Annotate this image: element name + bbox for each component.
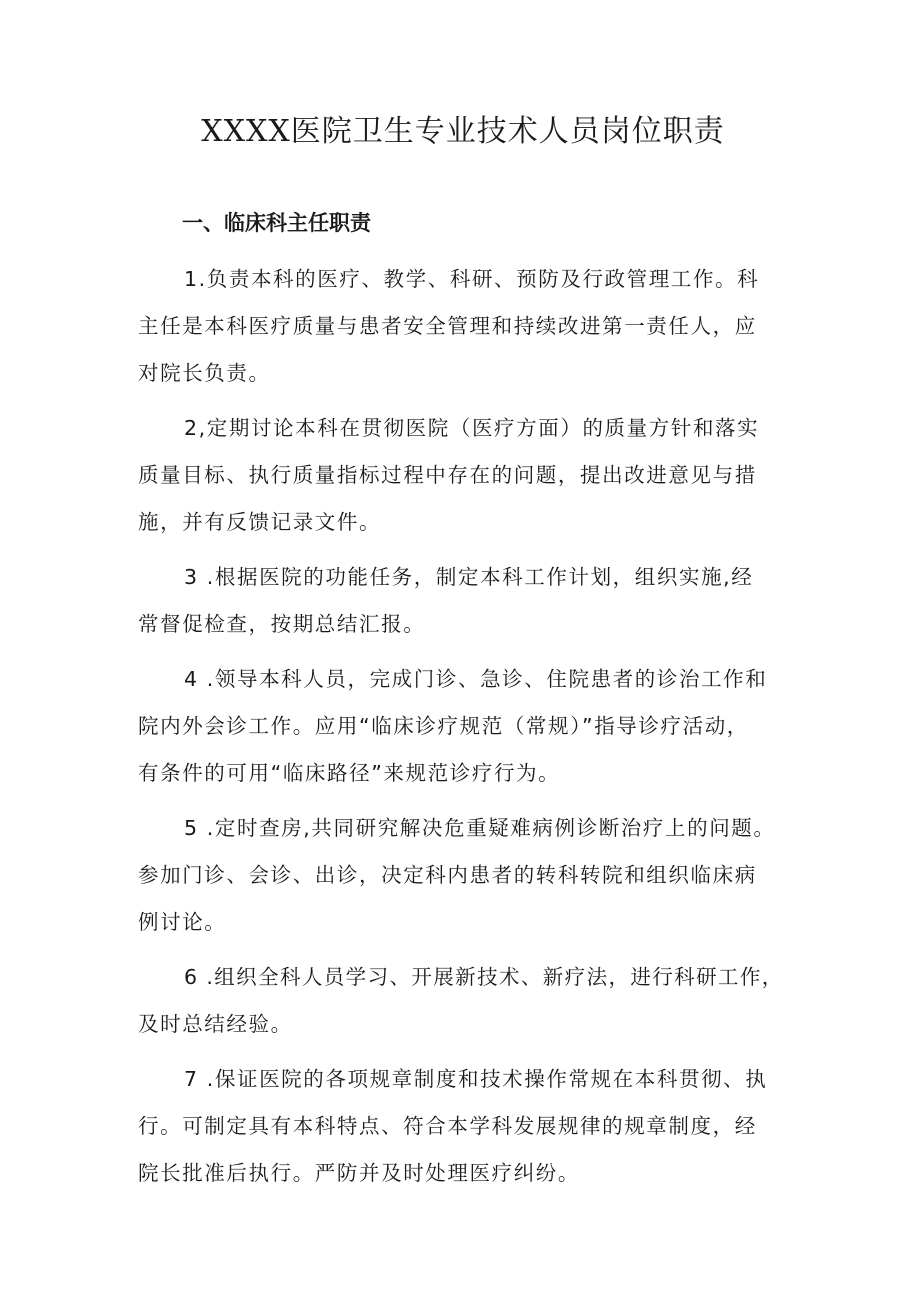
paragraph-line: 及时总结经验。 (138, 1012, 293, 1036)
paragraph-line: 有条件的可用“临床路径”来规范诊疗行为。 (138, 761, 561, 785)
paragraph-list (138, 256, 788, 1197)
paragraph (138, 954, 788, 1048)
paragraph-line: 质量目标、执行质量指标过程中存在的问题，提出改进意见与措 (138, 463, 757, 487)
paragraph-line: 7 .保证医院的各项规章制度和技术操作常规在本科贯彻、执 (184, 1067, 768, 1091)
paragraph (138, 256, 788, 397)
paragraph (138, 805, 788, 946)
paragraph (138, 405, 788, 546)
paragraph-line: 6 .组织全科人员学习、开展新技术、新疗法，进行科研工作， (184, 965, 784, 989)
document-title: XXXX医院卫生专业技术人员岗位职责 (201, 114, 725, 149)
paragraph-line: 常督促检查，按期总结汇报。 (138, 612, 426, 636)
paragraph (138, 554, 788, 648)
paragraph-line: 对院长负责。 (138, 361, 271, 385)
paragraph-line: 主任是本科医疗质量与患者安全管理和持续改进第一责任人，应 (138, 314, 757, 338)
paragraph-line: 行。可制定具有本科特点、符合本学科发展规律的规章制度，经 (138, 1114, 757, 1138)
paragraph-line: 5 .定时查房,共同研究解决危重疑难病例诊断治疗上的问题。 (184, 816, 776, 840)
paragraph-line: 1.负责本科的医疗、教学、科研、预防及行政管理工作。科 (184, 267, 760, 291)
paragraph-line: 2,定期讨论本科在贯彻医院（医疗方面）的质量方针和落实 (184, 416, 760, 440)
paragraph (138, 656, 788, 797)
paragraph-line: 院内外会诊工作。应用“临床诊疗规范（常规）”指导诊疗活动， (138, 714, 749, 738)
section-heading: 一、临床科主任职责 (182, 211, 371, 235)
paragraph-line: 4 .领导本科人员，完成门诊、急诊、住院患者的诊治工作和 (184, 667, 768, 691)
paragraph-line: 参加门诊、会诊、出诊，决定科内患者的转科转院和组织临床病 (138, 863, 757, 887)
paragraph-line: 例讨论。 (138, 910, 227, 934)
paragraph-line: 院长批准后执行。严防并及时处理医疗纠纷。 (138, 1161, 580, 1185)
paragraph (138, 1056, 788, 1197)
paragraph-line: 3 .根据医院的功能任务，制定本科工作计划，组织实施,经 (184, 565, 754, 589)
paragraph-line: 施，并有反馈记录文件。 (138, 510, 382, 534)
